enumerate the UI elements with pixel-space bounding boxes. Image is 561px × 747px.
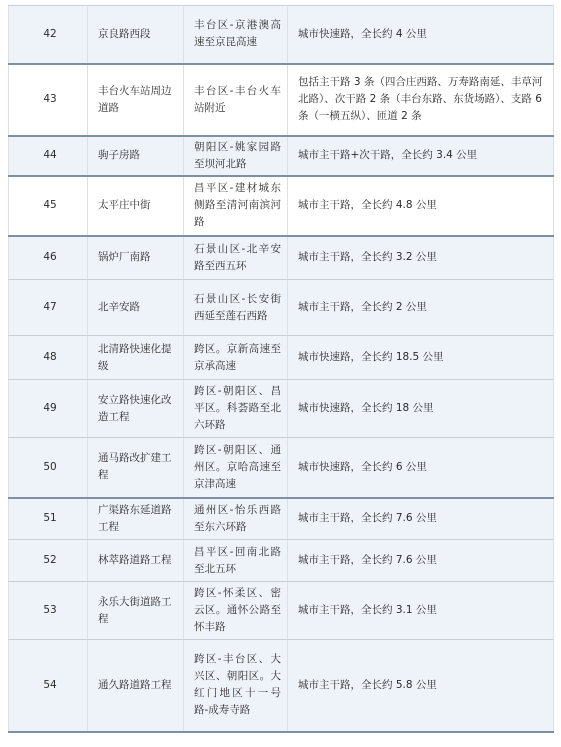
- road-description: 包括主干路 3 条（四合庄西路、万寿路南延、丰草河北路）、次干路 2 条（丰台东路、东货场路）、支路 6 条（一横五纵）、匝道 2 条: [288, 64, 554, 136]
- table-row: [9, 236, 554, 280]
- row-number: 45: [9, 176, 88, 236]
- row-number: 51: [9, 498, 88, 540]
- road-description: 城市主干路，全长约 3.1 公里: [288, 582, 554, 640]
- row-number: 44: [9, 136, 88, 176]
- road-name: 通马路改扩建工程: [88, 438, 184, 498]
- row-number: 52: [9, 540, 88, 582]
- road-name: 锅炉厂南路: [88, 236, 184, 280]
- road-location: 跨区。京新高速至京承高速: [184, 336, 288, 380]
- road-name: 北辛安路: [88, 280, 184, 336]
- road-location: 丰台区-丰台火车站附近: [184, 64, 288, 136]
- road-location: 石景山区-北辛安路至西五环: [184, 236, 288, 280]
- road-description: 城市快速路，全长约 4 公里: [288, 6, 554, 64]
- road-location: 跨区-怀柔区、密云区。通怀公路至怀丰路: [184, 582, 288, 640]
- row-number: 49: [9, 380, 88, 438]
- table-row: [9, 640, 554, 732]
- road-description: 城市主干路，全长约 7.6 公里: [288, 498, 554, 540]
- road-name: 通久路道路工程: [88, 640, 184, 732]
- table-row: [9, 380, 554, 438]
- road-description: 城市主干路，全长约 3.2 公里: [288, 236, 554, 280]
- table-row: [9, 336, 554, 380]
- road-name: 广渠路东延道路工程: [88, 498, 184, 540]
- row-number: 54: [9, 640, 88, 732]
- road-location: 石景山区-长安街西延至莲石西路: [184, 280, 288, 336]
- road-name: 丰台火车站周边道路: [88, 64, 184, 136]
- road-name: 太平庄中街: [88, 176, 184, 236]
- row-number: 47: [9, 280, 88, 336]
- row-number: 50: [9, 438, 88, 498]
- table-row: [9, 438, 554, 498]
- road-location: 跨区-丰台区、大兴区、朝阳区。大红门地区十一号路-成寿寺路: [184, 640, 288, 732]
- row-number: 48: [9, 336, 88, 380]
- road-description: 城市主干路，全长约 5.8 公里: [288, 640, 554, 732]
- road-location: 昌平区-回南北路至北五环: [184, 540, 288, 582]
- road-location: 通州区-怡乐西路至东六环路: [184, 498, 288, 540]
- table-row: [9, 498, 554, 540]
- road-location: 丰台区-京港澳高速至京昆高速: [184, 6, 288, 64]
- road-name: 林萃路道路工程: [88, 540, 184, 582]
- row-number: 42: [9, 6, 88, 64]
- road-description: 城市快速路，全长约 18 公里: [288, 380, 554, 438]
- table-row: [9, 176, 554, 236]
- road-description: 城市主干路，全长约 7.6 公里: [288, 540, 554, 582]
- row-number: 53: [9, 582, 88, 640]
- road-name: 永乐大街道路工程: [88, 582, 184, 640]
- road-name: 驹子房路: [88, 136, 184, 176]
- table-row: [9, 6, 554, 64]
- road-location: 跨区-朝阳区、昌平区。科荟路至北六环路: [184, 380, 288, 438]
- table-row: [9, 64, 554, 136]
- table-row: [9, 582, 554, 640]
- table-row: [9, 280, 554, 336]
- road-name: 京良路西段: [88, 6, 184, 64]
- road-description: 城市主干路+次干路，全长约 3.4 公里: [288, 136, 554, 176]
- road-description: 城市快速路，全长约 18.5 公里: [288, 336, 554, 380]
- row-number: 43: [9, 64, 88, 136]
- road-name: 安立路快速化改造工程: [88, 380, 184, 438]
- row-number: 46: [9, 236, 88, 280]
- road-description: 城市主干路，全长约 4.8 公里: [288, 176, 554, 236]
- road-description: 城市快速路，全长约 6 公里: [288, 438, 554, 498]
- road-location: 昌平区-建材城东侧路至清河南滨河路: [184, 176, 288, 236]
- table-row: [9, 136, 554, 176]
- road-projects-table: [8, 5, 554, 733]
- road-description: 城市主干路，全长约 2 公里: [288, 280, 554, 336]
- road-location: 跨区-朝阳区、通州区。京哈高速至京津高速: [184, 438, 288, 498]
- road-name: 北清路快速化提级: [88, 336, 184, 380]
- road-location: 朝阳区-姚家园路至坝河北路: [184, 136, 288, 176]
- table-row: [9, 540, 554, 582]
